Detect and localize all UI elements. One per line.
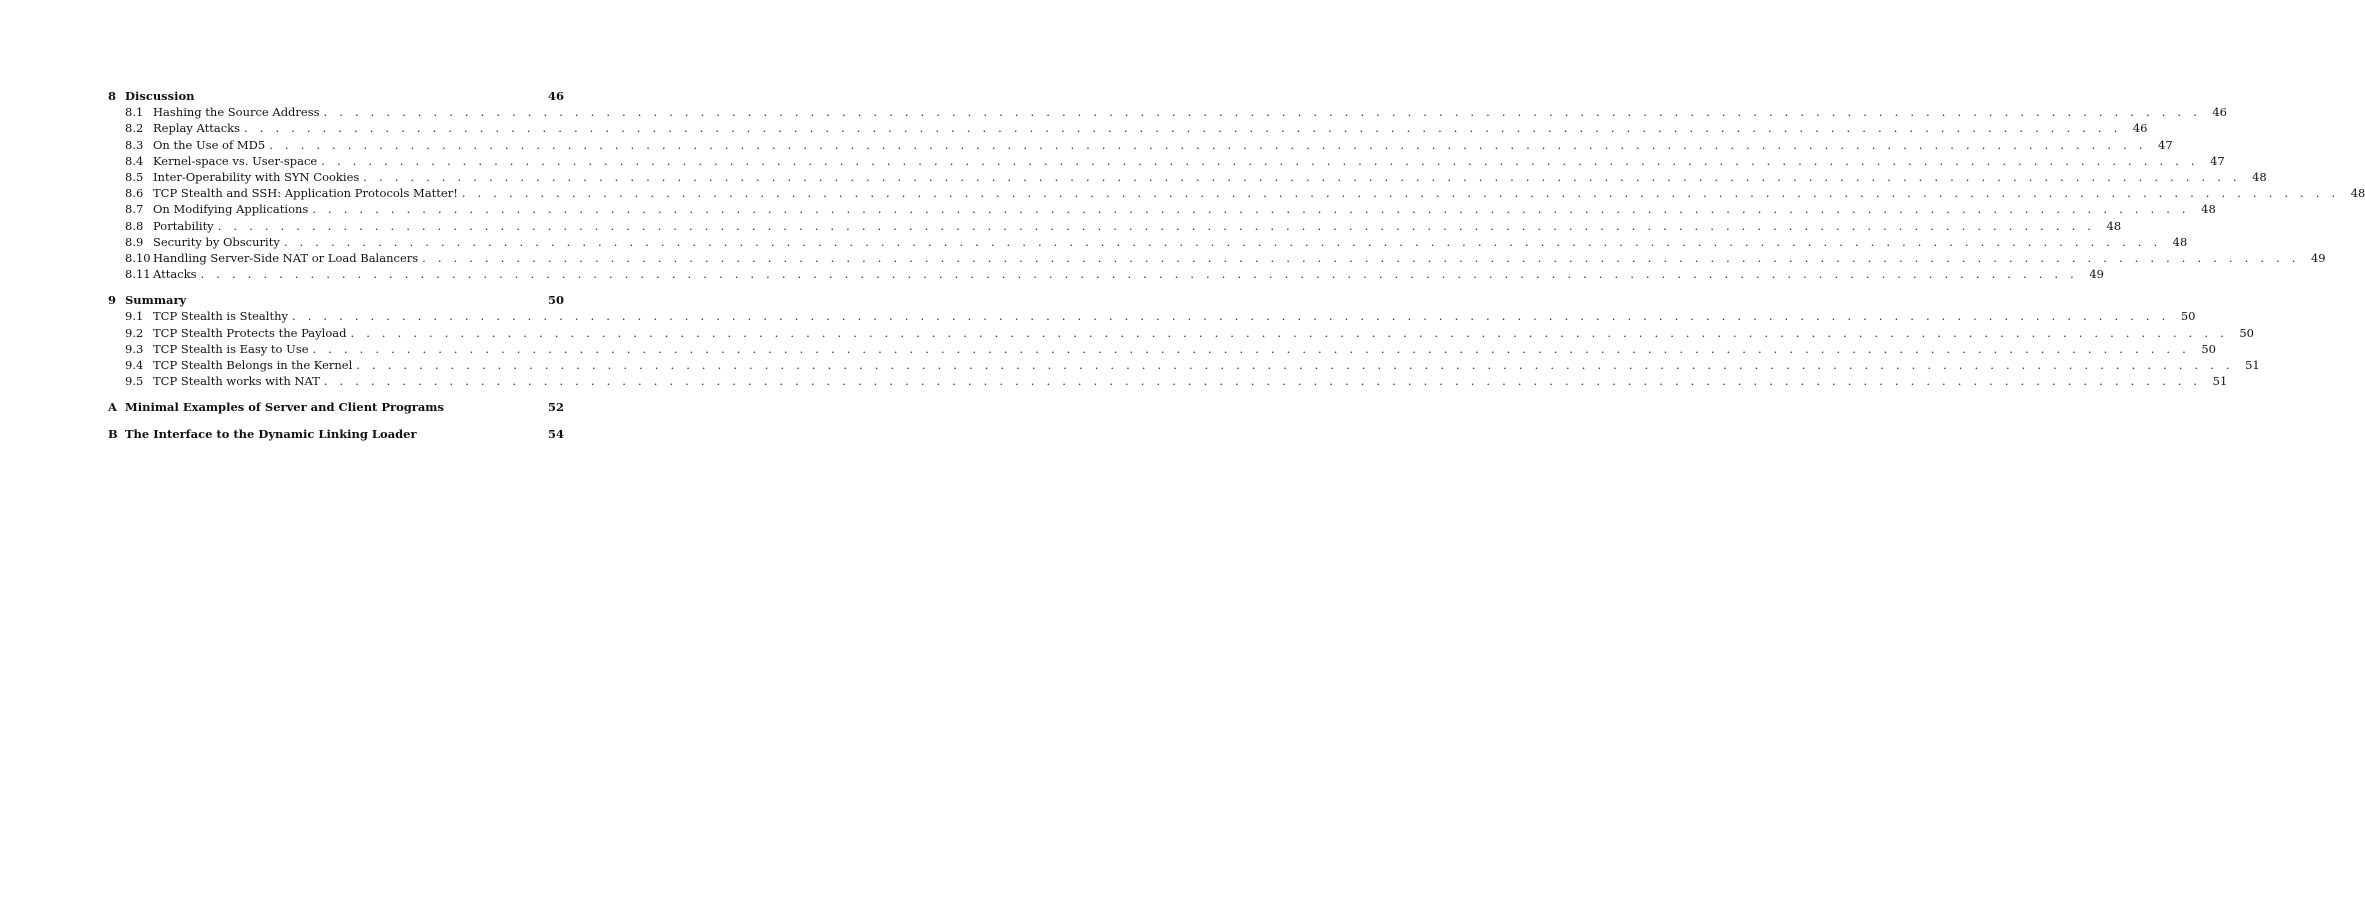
section-page-number: 48 xyxy=(2201,202,2216,217)
dot-leader: . . . . . . . . . . . . . . . . . . . . . . . . . . . . . . . . . . . . . . . . . . . . . . . . . . . . . . . . . . . . . . . . . . . . . . . . . . . . . . . . . . . . . . . . . . . . . . . . . . . . . . . . . . . . . . . . . . . . . . . . xyxy=(461,186,2340,201)
section-title: TCP Stealth is Easy to Use xyxy=(153,341,309,356)
section-page-number: 50 xyxy=(2180,309,2196,324)
dot-leader: . . . . . . . . . . . . . . . . . . . . . . . . . . . . . . . . . . . . . . . . . . . . . . . . . . . . . . . . . . . . . . . . . . . . . . . . . . . . . . . . . . . . . . . . . . . . . . . . . . . . . . . . . . . . . . . . . . . . . . . . xyxy=(363,169,2241,184)
toc-section-entry[interactable] xyxy=(108,308,2196,324)
section-number: 8.1 xyxy=(125,105,144,120)
toc-chapter xyxy=(108,399,564,415)
toc-chapter-entry[interactable] xyxy=(108,88,564,104)
section-title: Inter-Operability with SYN Cookies xyxy=(153,169,360,184)
section-page-number: 46 xyxy=(2212,105,2227,120)
section-number: 9.1 xyxy=(125,309,144,324)
section-title: TCP Stealth Belongs in the Kernel xyxy=(153,358,353,372)
section-number: 9.4 xyxy=(125,358,144,372)
section-number: 9.3 xyxy=(125,341,144,356)
dot-leader: . . . . . . . . . . . . . . . . . . . . . . . . . . . . . . . . . . . . . . . . . . . . . . . . . . . . . . . . . . . . . . . . . . . . . . . . . . . . . . . . . . . . . . . . . . . . . . . . . . . . . . . . . . . . . . . . . . . . . . . . xyxy=(244,121,2122,136)
section-number: 8.10 xyxy=(125,250,151,265)
dot-leader: . . . . . . . . . . . . . . . . . . . . . . . . . . . . . . . . . . . . . . . . . . . . . . . . . . . . . . . . . . . . . . . . . . . . . . . . . . . . . . . . . . . . . . . . . . . . . . . . . . . . . . . . . . . . . . . . . . . . . . . . xyxy=(350,325,2228,340)
section-number: 8.8 xyxy=(125,218,144,233)
chapter-title: Summary xyxy=(125,293,187,308)
dot-leader: . . . . . . . . . . . . . . . . . . . . . . . . . . . . . . . . . . . . . . . . . . . . . . . . . . . . . . . . . . . . . . . . . . . . . . . . . . . . . . . . . . . . . . . . . . . . . . . . . . . . . . . . . . . . . . . . . . . . . . . . xyxy=(323,374,2202,389)
section-page-number: 48 xyxy=(2252,169,2267,184)
chapter-number: A xyxy=(108,400,117,415)
chapter-title: Minimal Examples of Server and Client Programs xyxy=(125,400,444,415)
section-number: 8.5 xyxy=(125,169,144,184)
toc-section-entry[interactable] xyxy=(108,266,2104,282)
section-number: 8.6 xyxy=(125,186,144,201)
chapter-number: 9 xyxy=(108,293,117,308)
toc-chapter xyxy=(108,426,564,442)
section-title: Portability xyxy=(153,218,214,233)
chapter-page-number: 54 xyxy=(547,426,564,441)
section-title: On the Use of MD5 xyxy=(153,137,266,152)
dot-leader: . . . . . . . . . . . . . . . . . . . . . . . . . . . . . . . . . . . . . . . . . . . . . . . . . . . . . . . . . . . . . . . . . . . . . . . . . . . . . . . . . . . . . . . . . . . . . . . . . . . . . . . . . . . . . . . . . . . . . . . . xyxy=(323,105,2201,120)
section-page-number: 51 xyxy=(2212,374,2228,389)
table-of-contents xyxy=(108,88,2365,452)
toc-chapter xyxy=(108,292,2260,389)
dot-leader: . . . . . . . . . . . . . . . . . . . . . . . . . . . . . . . . . . . . . . . . . . . . . . . . . . . . . . . . . . . . . . . . . . . . . . . . . . . . . . . . . . . . . . . . . . . . . . . . . . . . . . . . . . . . . . . . . . . . . . . . xyxy=(312,341,2190,356)
toc-chapter xyxy=(108,88,2365,282)
section-title: TCP Stealth Protects the Payload xyxy=(153,325,347,340)
chapter-page-number: 52 xyxy=(547,400,564,415)
toc-chapter-entry[interactable] xyxy=(108,426,564,442)
section-title: Replay Attacks xyxy=(153,121,241,136)
dot-leader: . . . . . . . . . . . . . . . . . . . . . . . . . . . . . . . . . . . . . . . . . . . . . . . . . . . . . . . . . . . . . . . . . . . . . . . . . . . . . . . . . . . . . . . . . . . . . . . . . . . . . . . . . . . . . . . . . . . . . . . . xyxy=(217,218,2096,233)
section-number: 8.11 xyxy=(125,267,151,282)
toc-section-entry[interactable] xyxy=(108,137,2173,153)
section-title: Attacks xyxy=(153,267,197,282)
toc-section-entry[interactable] xyxy=(108,357,2260,373)
dot-leader: . . . . . . . . . . . . . . . . . . . . . . . . . . . . . . . . . . . . . . . . . . . . . . . . . . . . . . . . . . . . . . . . . . . . . . . . . . . . . . . . . . . . . . . . . . . . . . . . . . . . . . . . . . . . . . . . . . . . . . . . xyxy=(292,309,2170,324)
section-page-number: 48 xyxy=(2106,218,2122,233)
toc-section-entry[interactable] xyxy=(108,185,2365,201)
section-title: Handling Server-Side NAT or Load Balancers xyxy=(153,250,419,265)
chapter-title: Discussion xyxy=(125,89,195,103)
section-page-number: 47 xyxy=(2158,137,2173,152)
chapter-number: B xyxy=(108,426,118,441)
section-title: TCP Stealth works with NAT xyxy=(153,374,320,389)
section-page-number: 50 xyxy=(2201,341,2216,356)
toc-section-entry[interactable] xyxy=(108,234,2188,250)
toc-section-entry[interactable] xyxy=(108,325,2254,341)
section-number: 8.7 xyxy=(125,202,144,217)
section-title: TCP Stealth and SSH: Application Protocols Matter! xyxy=(153,186,458,201)
section-title: Security by Obscurity xyxy=(153,234,280,249)
dot-leader: . . . . . . . . . . . . . . . . . . . . . . . . . . . . . . . . . . . . . . . . . . . . . . . . . . . . . . . . . . . . . . . . . . . . . . . . . . . . . . . . . . . . . . . . . . . . . . . . . . . . . . . . . . . . . . . . . . . . . . . . xyxy=(356,358,2234,372)
toc-chapter-entry[interactable] xyxy=(108,399,564,415)
section-number: 9.5 xyxy=(125,374,144,389)
chapter-page-number: 46 xyxy=(547,89,564,103)
dot-leader: . . . . . . . . . . . . . . . . . . . . . . . . . . . . . . . . . . . . . . . . . . . . . . . . . . . . . . . . . . . . . . . . . . . . . . . . . . . . . . . . . . . . . . . . . . . . . . . . . . . . . . . . . . . . . . . . . . . . . . . . xyxy=(283,234,2162,249)
section-title: TCP Stealth is Stealthy xyxy=(153,309,288,324)
section-number: 8.3 xyxy=(125,137,144,152)
toc-section-entry[interactable] xyxy=(108,201,2216,217)
section-page-number: 48 xyxy=(2172,234,2188,249)
section-title: On Modifying Applications xyxy=(153,202,309,217)
dot-leader: . . . . . . . . . . . . . . . . . . . . . . . . . . . . . . . . . . . . . . . . . . . . . . . . . . . . . . . . . . . . . . . . . . . . . . . . . . . . . . . . . . . . . . . . . . . . . . . . . . . . . . . . . . . . . . . . . . . . . . . . xyxy=(321,153,2199,168)
toc-section-entry[interactable] xyxy=(108,169,2267,185)
section-number: 8.2 xyxy=(125,121,144,136)
toc-section-entry[interactable] xyxy=(108,341,2216,357)
section-page-number: 49 xyxy=(2089,267,2104,282)
section-page-number: 47 xyxy=(2210,153,2225,168)
chapter-title: The Interface to the Dynamic Linking Loader xyxy=(125,426,417,441)
toc-section-entry[interactable] xyxy=(108,104,2227,120)
chapter-page-number: 50 xyxy=(547,293,564,308)
chapter-number: 8 xyxy=(108,89,117,103)
section-page-number: 50 xyxy=(2239,325,2254,340)
section-page-number: 49 xyxy=(2310,250,2326,265)
toc-section-entry[interactable] xyxy=(108,153,2225,169)
section-number: 9.2 xyxy=(125,325,144,340)
section-page-number: 48 xyxy=(2350,186,2365,201)
section-page-number: 51 xyxy=(2245,358,2260,372)
toc-section-entry[interactable] xyxy=(108,218,2122,234)
section-number: 8.9 xyxy=(125,234,144,249)
dot-leader: . . . . . . . . . . . . . . . . . . . . . . . . . . . . . . . . . . . . . . . . . . . . . . . . . . . . . . . . . . . . . . . . . . . . . . . . . . . . . . . . . . . . . . . . . . . . . . . . . . . . . . . . . . . . . . . . . . . . . . . . xyxy=(312,202,2190,217)
dot-leader: . . . . . . . . . . . . . . . . . . . . . . . . . . . . . . . . . . . . . . . . . . . . . . . . . . . . . . . . . . . . . . . . . . . . . . . . . . . . . . . . . . . . . . . . . . . . . . . . . . . . . . . . . . . . . . . . . . . . . . . . xyxy=(269,137,2147,152)
section-number: 8.4 xyxy=(125,153,144,168)
section-page-number: 46 xyxy=(2132,121,2148,136)
toc-section-entry[interactable] xyxy=(108,120,2148,136)
toc-section-entry[interactable] xyxy=(108,373,2228,389)
section-title: Hashing the Source Address xyxy=(153,105,320,120)
dot-leader: . . . . . . . . . . . . . . . . . . . . . . . . . . . . . . . . . . . . . . . . . . . . . . . . . . . . . . . . . . . . . . . . . . . . . . . . . . . . . . . . . . . . . . . . . . . . . . . . . . . . . . . . . . . . . . . . . . . . . . . . xyxy=(422,250,2300,265)
dot-leader: . . . . . . . . . . . . . . . . . . . . . . . . . . . . . . . . . . . . . . . . . . . . . . . . . . . . . . . . . . . . . . . . . . . . . . . . . . . . . . . . . . . . . . . . . . . . . . . . . . . . . . . . . . . . . . . . . . . . . . . . xyxy=(200,267,2078,282)
toc-chapter-entry[interactable] xyxy=(108,292,564,308)
section-title: Kernel-space vs. User-space xyxy=(153,153,318,168)
toc-section-entry[interactable] xyxy=(108,250,2326,266)
